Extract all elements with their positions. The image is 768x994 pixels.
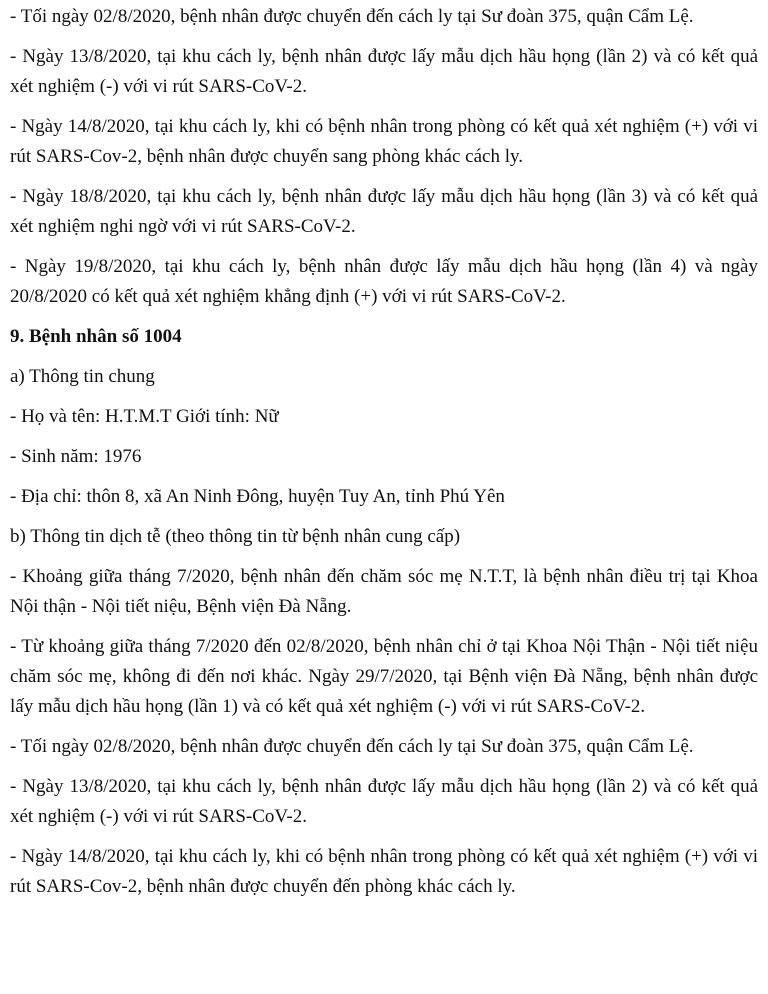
paragraph: - Từ khoảng giữa tháng 7/2020 đến 02/8/2020, bệnh nhân chỉ ở tại Khoa Nội Thận - Nội tiết niệu chăm sóc mẹ, không đi đến nơi khác. Ngày 29/7/2020, tại Bệnh viện Đà Nẵng, bệnh nhân được lấy mẫu dịch hầu họng (lần 1) và có kết quả xét nghiệm (-) với vi rút SARS-CoV-2. [10,636,758,717]
paragraph: - Ngày 14/8/2020, tại khu cách ly, khi có bệnh nhân trong phòng có kết quả xét nghiệm (+) với vi rút SARS-Cov-2, bệnh nhân được chuyển đến phòng khác cách ly. [10,846,758,897]
paragraph: - Ngày 14/8/2020, tại khu cách ly, khi có bệnh nhân trong phòng có kết quả xét nghiệm (+) với vi rút SARS-Cov-2, bệnh nhân được chuyển sang phòng khác cách ly. [10,116,758,167]
birth-year: - Sinh năm: 1976 [10,446,142,467]
subsection-label: b) Thông tin dịch tễ (theo thông tin từ bệnh nhân cung cấp) [10,526,461,547]
address: - Địa chỉ: thôn 8, xã An Ninh Đông, huyện Tuy An, tỉnh Phú Yên [10,486,505,507]
paragraph: - Khoảng giữa tháng 7/2020, bệnh nhân đến chăm sóc mẹ N.T.T, là bệnh nhân điều trị tại Khoa Nội thận - Nội tiết niệu, Bệnh viện Đà Nẵng. [10,566,758,617]
paragraph: - Ngày 13/8/2020, tại khu cách ly, bệnh nhân được lấy mẫu dịch hầu họng (lần 2) và có kết quả xét nghiệm (-) với vi rút SARS-CoV-2. [10,46,758,97]
paragraph: - Ngày 18/8/2020, tại khu cách ly, bệnh nhân được lấy mẫu dịch hầu họng (lần 3) và có kết quả xét nghiệm nghi ngờ với vi rút SARS-CoV-2. [10,186,758,237]
patient-name-gender: - Họ và tên: H.T.M.T Giới tính: Nữ [10,406,279,427]
paragraph: - Ngày 19/8/2020, tại khu cách ly, bệnh nhân được lấy mẫu dịch hầu họng (lần 4) và ngày 20/8/2020 có kết quả xét nghiệm khẳng định (+) với vi rút SARS-CoV-2. [10,256,758,307]
paragraph: - Ngày 13/8/2020, tại khu cách ly, bệnh nhân được lấy mẫu dịch hầu họng (lần 2) và có kết quả xét nghiệm (-) với vi rút SARS-CoV-2. [10,776,758,827]
paragraph: - Tối ngày 02/8/2020, bệnh nhân được chuyển đến cách ly tại Sư đoàn 375, quận Cẩm Lệ. [10,6,694,27]
subsection-label: a) Thông tin chung [10,366,155,387]
paragraph: - Tối ngày 02/8/2020, bệnh nhân được chuyển đến cách ly tại Sư đoàn 375, quận Cẩm Lệ. [10,736,694,757]
section-heading: 9. Bệnh nhân số 1004 [10,326,182,347]
